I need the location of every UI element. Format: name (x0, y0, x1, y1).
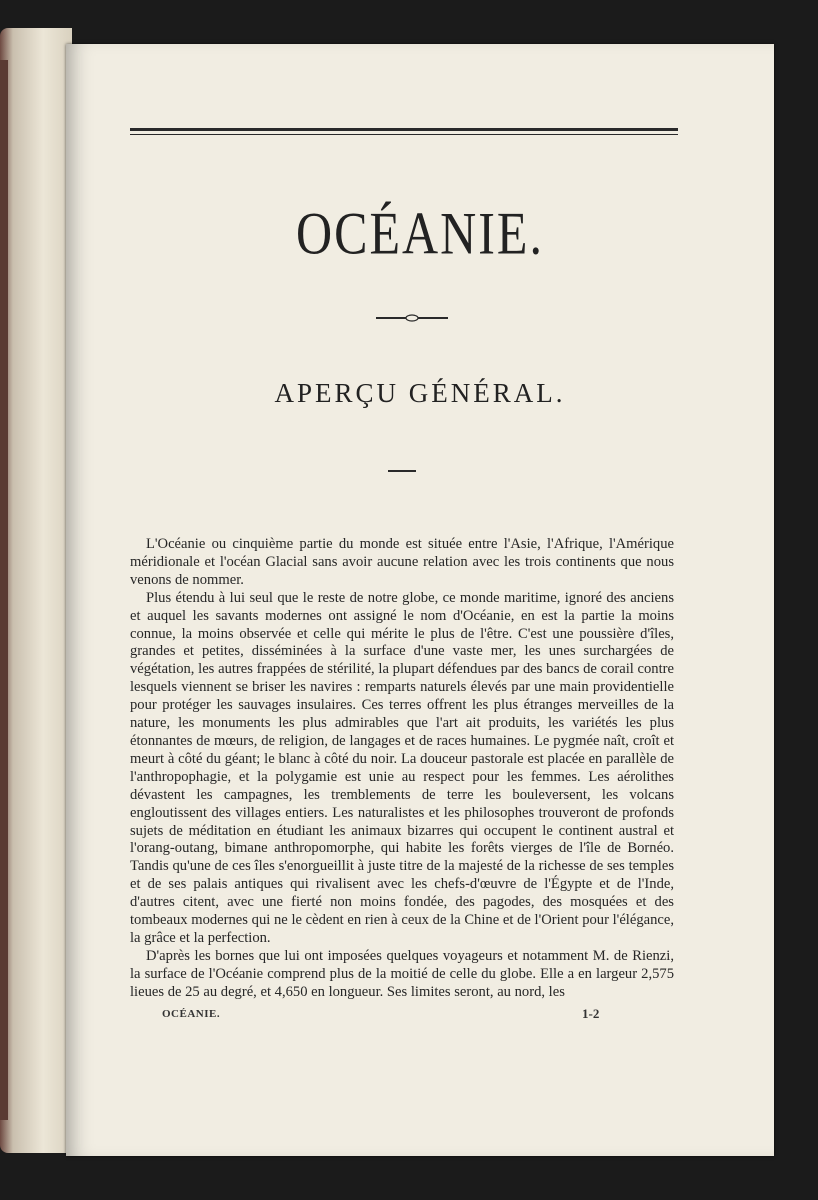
short-divider (388, 470, 416, 472)
body-text (130, 536, 674, 1002)
footer-signature-number: 1-2 (582, 1006, 600, 1021)
paragraph-3: D'après les bornes que lui ont imposées quelques voyageurs et notamment M. de Rienzi, la surface de l'Océanie comprend plus de la moitié de celle du globe. Elle a en largeur 2,575 lieues de 25 au degré, et 4,650 en longueur. Ses limites seront, au nord, les (130, 947, 674, 1000)
top-double-rule-thin (130, 134, 678, 135)
paragraph-2: Plus étendu à lui seul que le reste de notre globe, ce monde maritime, ignoré des anciens et auquel les savants modernes ont assigné le nom d'Océanie, en est la partie la moins connue, la moins observée et celle qui mérite le plus de l'être. C'est une poussière d'îles, grandes et petites, disséminées à la surface d'une vaste mer, les unes surchargées de végétation, les autres frappées de stérilité, la plupart défendues par des bancs de corail contre lesquels viennent se briser les navires : remparts naturels élevés par une main providentielle pour protéger les sauvages insulaires. Ces terres offrent les plus étranges merveilles de la nature, les monuments les plus admirables que l'art ait produits, les variétés les plus étonnantes de mœurs, de religion, de langages et de races humaines. Le pygmée naît, croît et meurt à côté du géant; le blanc à côté du noir. La douceur pastorale est placée en parallèle de l'anthropophagie, et la polygamie est unie au respect pour les femmes. Les aérolithes dévastent les campagnes, les tremblements de terre les bouleversent, les volcans engloutissent des villages entiers. Les naturalistes et les philosophes trouveront de profonds sujets de méditation en étudiant les animaux bizarres qui occupent le continent austral et l'orang-outang, bimane anthropomorphe, qui habite les forêts vierges de l'île de Bornéo. Tandis qu'une de ces îles s'enorgueillit à juste titre de la majesté de la richesse de ses temples et de ses palais antiques qui rivalisent avec les chefs-d'œuvre de l'Égypte et de l'Inde, d'autres citent, avec une fierté non moins fondée, des pagodes, des mosquées et des tombeaux modernes qui ne le cèdent en rien à ceux de la Chine et de l'Orient pour l'élégance, la grâce et la perfection. (130, 589, 674, 946)
footer-signature-title: OCÉANIE. (162, 1008, 221, 1020)
paragraph-1: L'Océanie ou cinquième partie du monde est située entre l'Asie, l'Afrique, l'Amérique méridionale et l'océan Glacial sans avoir aucune relation avec les trois continents que nous venons de nommer. (130, 536, 674, 588)
left-page-edge (0, 28, 72, 1153)
section-heading: APERÇU GÉNÉRAL. (274, 378, 566, 408)
page-title: OCÉANIE. (296, 199, 544, 267)
ornament-divider-icon (376, 314, 448, 322)
top-double-rule (130, 128, 678, 131)
book-cover-edge (0, 60, 8, 1120)
book-page (66, 44, 774, 1156)
